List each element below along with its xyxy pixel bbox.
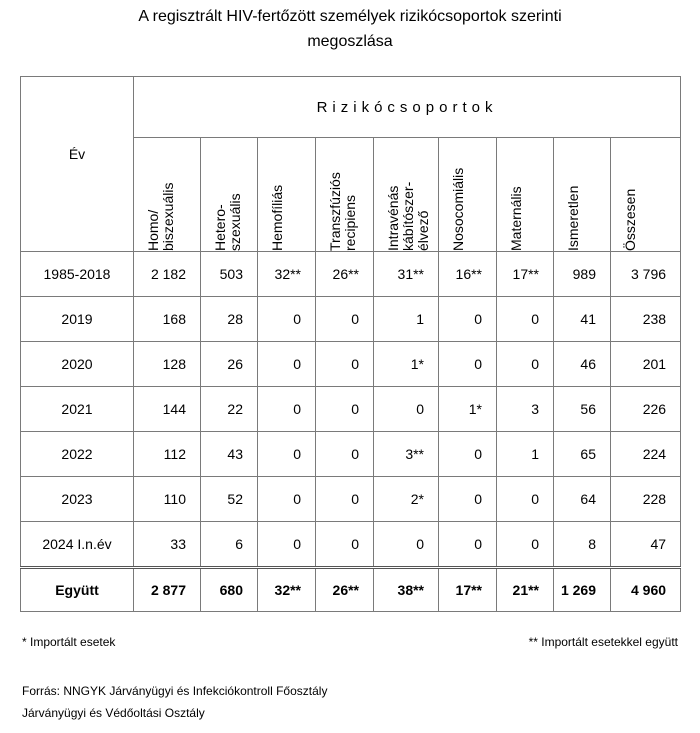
column-header	[497, 138, 554, 252]
column-header	[611, 138, 681, 252]
column-header-label: Transzfúziós recipiens	[327, 172, 358, 251]
value-cell: 0	[258, 342, 316, 387]
column-header-label: Hemofíliás	[269, 184, 285, 251]
footnote-imported: * Importált esetek	[22, 635, 116, 649]
value-cell: 3 796	[611, 252, 681, 297]
value-cell: 64	[554, 477, 611, 522]
value-cell: 4 960	[611, 568, 681, 612]
column-header-label: Intravénás kábítószer- élvező	[385, 181, 431, 251]
value-cell: 65	[554, 432, 611, 477]
table-row	[21, 252, 681, 297]
value-cell: 0	[258, 522, 316, 568]
value-cell: 47	[611, 522, 681, 568]
value-cell: 0	[316, 432, 374, 477]
column-header-label: Nosocomiális	[450, 167, 466, 251]
table-row	[21, 432, 681, 477]
value-cell: 0	[258, 477, 316, 522]
column-header	[258, 138, 316, 252]
value-cell: 224	[611, 432, 681, 477]
value-cell: 0	[316, 387, 374, 432]
value-cell: 0	[439, 342, 497, 387]
value-cell: 17**	[439, 568, 497, 612]
value-cell: 238	[611, 297, 681, 342]
value-cell: 1*	[374, 342, 439, 387]
value-cell: 26	[201, 342, 258, 387]
value-cell: 201	[611, 342, 681, 387]
title-line-1: A regisztrált HIV-fertőzött személyek rizikócsoportok szerinti	[138, 8, 562, 25]
source-note	[22, 680, 327, 724]
column-header-label: Ismeretlen	[565, 185, 581, 251]
value-cell: 0	[374, 522, 439, 568]
column-header	[316, 138, 374, 252]
year-cell: 2024 I.n.év	[21, 522, 134, 568]
value-cell: 56	[554, 387, 611, 432]
value-cell: 2*	[374, 477, 439, 522]
year-cell: 2019	[21, 297, 134, 342]
value-cell: 31**	[374, 252, 439, 297]
table-row	[21, 297, 681, 342]
source-line-1: Forrás: NNGYK Járványügyi és Infekciókontroll Főosztály	[22, 684, 328, 698]
value-cell: 0	[497, 297, 554, 342]
value-cell: 22	[201, 387, 258, 432]
value-cell: 110	[134, 477, 201, 522]
value-cell: 503	[201, 252, 258, 297]
value-cell: 168	[134, 297, 201, 342]
column-header-label: Hetero- szexuális	[212, 193, 243, 251]
value-cell: 144	[134, 387, 201, 432]
year-cell: 2020	[21, 342, 134, 387]
source-line-2: Járványügyi és Védőoltási Osztály	[22, 706, 205, 720]
value-cell: 0	[316, 477, 374, 522]
column-header	[439, 138, 497, 252]
value-cell: 41	[554, 297, 611, 342]
value-cell: 0	[258, 297, 316, 342]
value-cell: 0	[439, 477, 497, 522]
value-cell: 0	[258, 387, 316, 432]
value-cell: 2 877	[134, 568, 201, 612]
table-row	[21, 522, 681, 568]
column-header	[201, 138, 258, 252]
value-cell: 226	[611, 387, 681, 432]
value-cell: 2 182	[134, 252, 201, 297]
footnote-imported-included: ** Importált esetekkel együtt	[528, 635, 678, 649]
column-header	[554, 138, 611, 252]
value-cell: 680	[201, 568, 258, 612]
column-header-label: Homo/ biszexuális	[145, 182, 176, 251]
value-cell: 1	[374, 297, 439, 342]
value-cell: 26**	[316, 568, 374, 612]
value-cell: 228	[611, 477, 681, 522]
value-cell: 0	[316, 297, 374, 342]
value-cell: 32**	[258, 252, 316, 297]
value-cell: 6	[201, 522, 258, 568]
value-cell: 32**	[258, 568, 316, 612]
value-cell: 0	[439, 522, 497, 568]
table-row	[21, 477, 681, 522]
total-row	[21, 568, 681, 612]
value-cell: 21**	[497, 568, 554, 612]
column-header	[374, 138, 439, 252]
table-row	[21, 387, 681, 432]
value-cell: 28	[201, 297, 258, 342]
value-cell: 3	[497, 387, 554, 432]
year-cell: 2021	[21, 387, 134, 432]
year-cell: 2023	[21, 477, 134, 522]
value-cell: 0	[439, 432, 497, 477]
value-cell: 0	[439, 297, 497, 342]
value-cell: 989	[554, 252, 611, 297]
value-cell: 0	[258, 432, 316, 477]
value-cell: 0	[497, 477, 554, 522]
risk-group-header: Rizikócsoportok	[134, 77, 681, 138]
value-cell: 26**	[316, 252, 374, 297]
value-cell: 43	[201, 432, 258, 477]
column-header-label: Összesen	[622, 188, 638, 251]
value-cell: 0	[316, 522, 374, 568]
value-cell: 112	[134, 432, 201, 477]
risk-group-table	[20, 76, 681, 612]
value-cell: 33	[134, 522, 201, 568]
value-cell: 0	[497, 342, 554, 387]
column-header-label: Maternális	[508, 186, 524, 251]
value-cell: 3**	[374, 432, 439, 477]
value-cell: 38**	[374, 568, 439, 612]
value-cell: 8	[554, 522, 611, 568]
value-cell: 0	[374, 387, 439, 432]
table-body	[21, 252, 681, 612]
year-column-header: Év	[21, 77, 134, 252]
column-header	[134, 138, 201, 252]
value-cell: 17**	[497, 252, 554, 297]
value-cell: 0	[316, 342, 374, 387]
value-cell: 1*	[439, 387, 497, 432]
value-cell: 16**	[439, 252, 497, 297]
value-cell: 128	[134, 342, 201, 387]
value-cell: 1	[497, 432, 554, 477]
table-row	[21, 342, 681, 387]
value-cell: 52	[201, 477, 258, 522]
title-line-2: megoszlása	[307, 33, 393, 50]
value-cell: 1 269	[554, 568, 611, 612]
value-cell: 46	[554, 342, 611, 387]
year-cell: 1985-2018	[21, 252, 134, 297]
value-cell: 0	[497, 522, 554, 568]
year-cell: 2022	[21, 432, 134, 477]
year-cell: Együtt	[21, 568, 134, 612]
page-title	[0, 4, 700, 54]
